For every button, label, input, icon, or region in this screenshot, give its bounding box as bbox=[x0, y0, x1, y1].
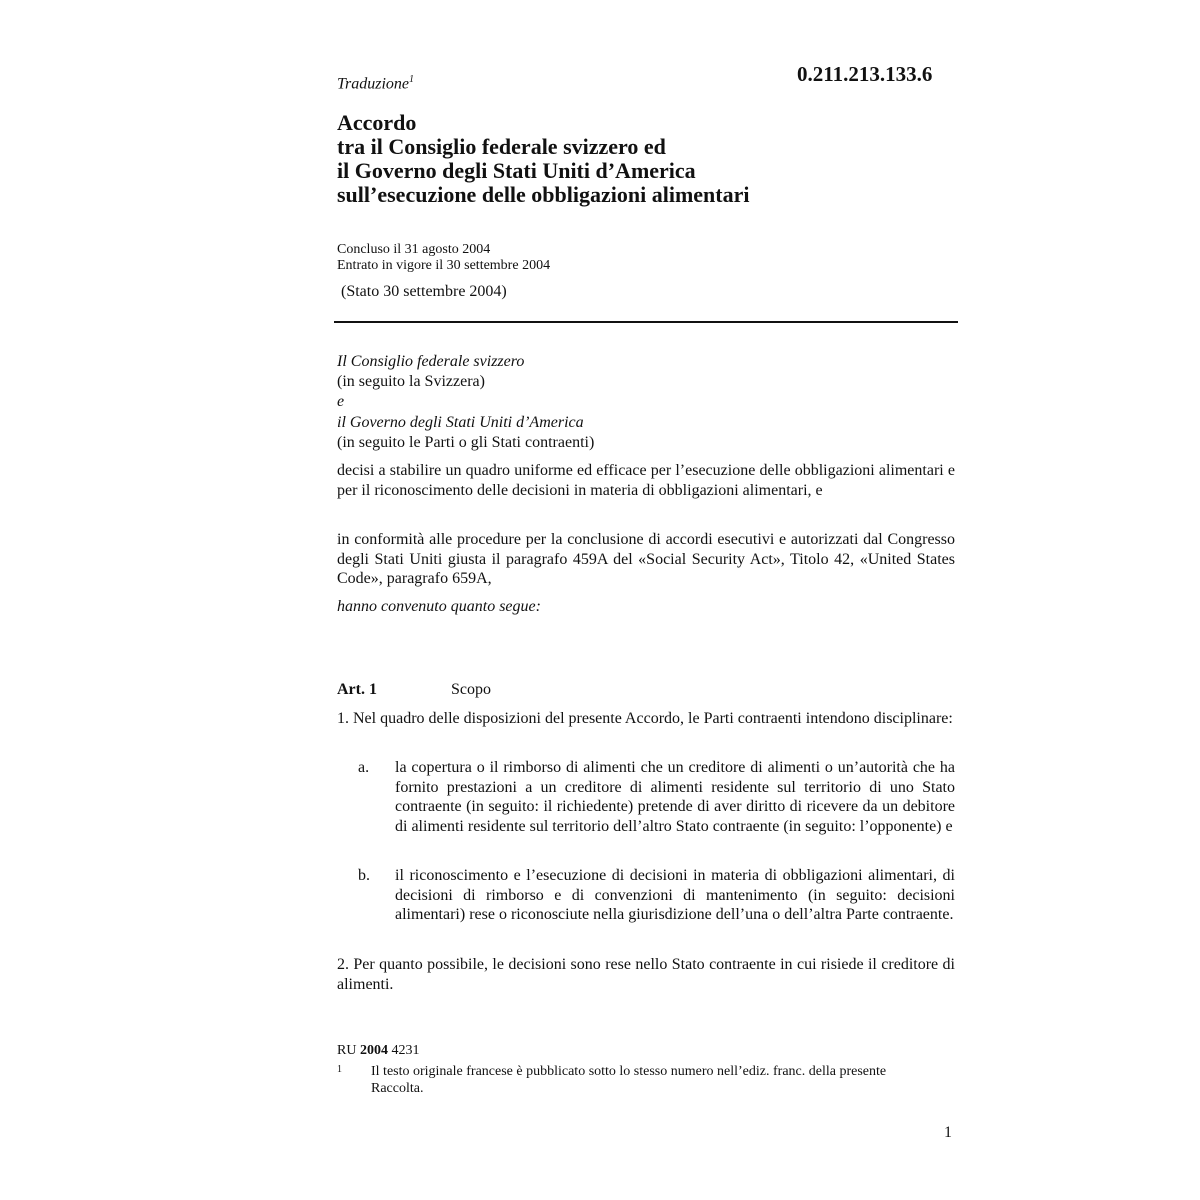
preamble-closing: hanno convenuto quanto segue: bbox=[337, 598, 541, 615]
footnote-reference[interactable]: 1 bbox=[409, 74, 415, 85]
article-heading bbox=[337, 681, 491, 699]
preamble-party-1-note: (in seguito la Svizzera) bbox=[337, 373, 485, 390]
list-item-text: la copertura o il rimborso di alimenti che un creditore di alimenti o un’autorità che ha fornito prestazioni a un creditore di alimenti residente sul territorio di uno Stato contraente (in seguito: il richiedente) pretende di aver diritto di ricevere da un debitore di alimenti residente sul territorio dell’altro Stato contraente (in seguito: l’opponente) e bbox=[395, 759, 955, 835]
status-date: (Stato 30 settembre 2004) bbox=[341, 283, 507, 300]
title-line: Accordo bbox=[337, 110, 417, 135]
title-line: il Governo degli Stati Uniti d’America bbox=[337, 158, 696, 183]
concluded-date: Concluso il 31 agosto 2004 bbox=[337, 242, 491, 257]
article-number: Art. 1 bbox=[337, 681, 377, 698]
footnote-mark: 1 bbox=[337, 1064, 342, 1075]
title-line: sull’esecuzione delle obbligazioni alimentari bbox=[337, 182, 750, 207]
preamble-paragraph-1: decisi a stabilire un quadro uniforme ed efficace per l’esecuzione delle obbligazioni alimentari e per il riconoscimento delle decisioni in materia di obbligazioni alimentari, e bbox=[337, 462, 955, 499]
preamble-party-1: Il Consiglio federale svizzero bbox=[337, 353, 525, 370]
preamble-party-2-note: (in seguito le Parti o gli Stati contraenti) bbox=[337, 434, 595, 451]
preamble-party-2: il Governo degli Stati Uniti d’America bbox=[337, 414, 584, 431]
translation-label: Traduzione$^1$ bbox=[337, 74, 415, 93]
article-paragraph-1: 1. Nel quadro delle disposizioni del presente Accordo, le Parti contraenti intendono disciplinare: bbox=[337, 710, 953, 727]
footnote bbox=[337, 1063, 937, 1097]
official-compilation-reference: RU 2004 4231 bbox=[337, 1043, 420, 1058]
sr-number: 0.211.213.133.6 bbox=[797, 62, 933, 86]
document-title bbox=[337, 111, 749, 207]
title-line: tra il Consiglio federale svizzero ed bbox=[337, 134, 666, 159]
header-divider bbox=[334, 321, 958, 323]
list-item-a bbox=[358, 758, 955, 836]
list-item-b bbox=[358, 866, 955, 925]
page-number: 1 bbox=[944, 1124, 952, 1141]
preamble-conjunction: e bbox=[337, 393, 345, 410]
article-paragraph-2: 2. Per quanto possibile, le decisioni sono rese nello Stato contraente in cui risiede il creditore di alimenti. bbox=[337, 956, 955, 993]
list-item-text: il riconoscimento e l’esecuzione di decisioni in materia di obbligazioni alimentari, di decisioni di rimborso e di convenzioni di mantenimento (in seguito: decisioni alimentari) rese o riconosciute nella giurisdizione dell’una o dell’altra Parte contraente. bbox=[395, 867, 955, 923]
list-item-letter: a. bbox=[358, 759, 370, 776]
footnote-text: Il testo originale francese è pubblicato sotto lo stesso numero nell’ediz. franc. della presente Raccolta. bbox=[371, 1064, 887, 1096]
conclusion-metadata bbox=[337, 242, 550, 274]
article-title: Scopo bbox=[451, 681, 491, 698]
entry-into-force-date: Entrato in vigore il 30 settembre 2004 bbox=[337, 258, 551, 273]
preamble-paragraph-2: in conformità alle procedure per la conclusione di accordi esecutivi e autorizzati dal Congresso degli Stati Uniti giusta il paragrafo 459A del «Social Security Act», Titolo 42, «United States Code», paragrafo 659A, bbox=[337, 531, 955, 587]
list-item-letter: b. bbox=[358, 867, 370, 884]
